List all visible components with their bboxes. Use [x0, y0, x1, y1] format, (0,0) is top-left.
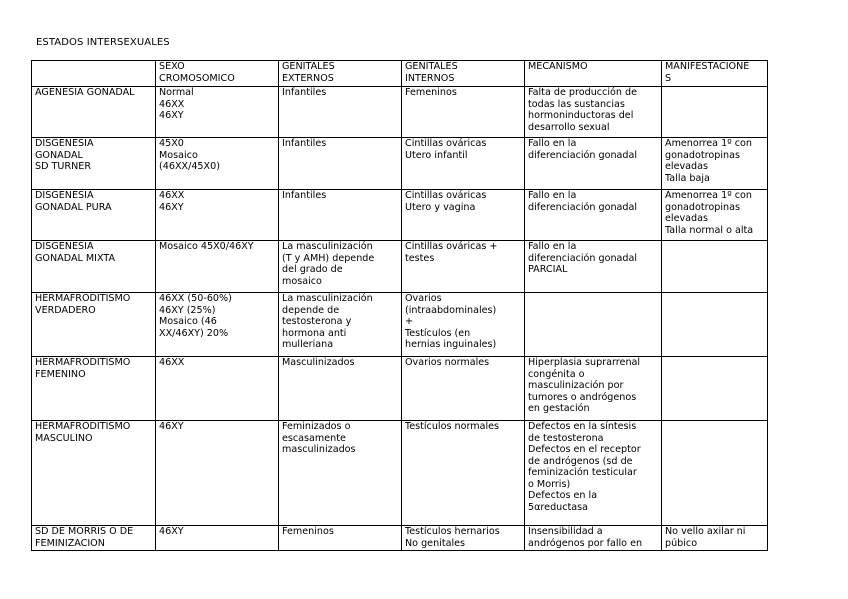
header-cell: MANIFESTACIONE S	[662, 61, 768, 87]
header-cell: MECANISMO	[525, 61, 662, 87]
table-cell: HERMAFRODITISMO MASCULINO	[32, 421, 156, 526]
header-cell: GENITALES INTERNOS	[402, 61, 525, 87]
table-row	[32, 87, 768, 138]
table-cell: 46XX 46XY	[156, 190, 279, 241]
table-cell: Feminizados o escasamente masculinizados	[279, 421, 402, 526]
table-row	[32, 190, 768, 241]
table-header-row	[32, 61, 768, 87]
table-cell: Fallo en la diferenciación gonadal	[525, 190, 662, 241]
table-cell: 46XY	[156, 526, 279, 551]
table-row	[32, 421, 768, 526]
table-cell: Infantiles	[279, 190, 402, 241]
table-cell: Femeninos	[402, 87, 525, 138]
table-cell: DISGENESIA GONADAL MIXTA	[32, 241, 156, 293]
table-cell: Defectos en la síntesis de testosterona Defectos en el receptor de andrógenos (sd de feminización testicular o Morris) Defectos en la 5αreductasa	[525, 421, 662, 526]
header-cell	[32, 61, 156, 87]
table-cell: Testículos normales	[402, 421, 525, 526]
table-cell: Infantiles	[279, 87, 402, 138]
table-cell: AGENESIA GONADAL	[32, 87, 156, 138]
table-cell: Amenorrea 1º con gonadotropinas elevadas Talla normal o alta	[662, 190, 768, 241]
table-cell: DISGENESIA GONADAL SD TURNER	[32, 138, 156, 190]
table-cell: Cintillas ováricas Utero infantil	[402, 138, 525, 190]
table-cell	[662, 357, 768, 421]
table-cell: Falta de producción de todas las sustancias hormoninductoras del desarrollo sexual	[525, 87, 662, 138]
table-row	[32, 241, 768, 293]
table-cell: Fallo en la diferenciación gonadal	[525, 138, 662, 190]
table-cell	[662, 241, 768, 293]
table-cell: 46XY	[156, 421, 279, 526]
table-cell: Ovarios normales	[402, 357, 525, 421]
table-cell: 46XX (50-60%) 46XY (25%) Mosaico (46 XX/46XY) 20%	[156, 293, 279, 357]
table-cell: Fallo en la diferenciación gonadal PARCIAL	[525, 241, 662, 293]
table-cell	[662, 87, 768, 138]
table-cell: Cintillas ováricas + testes	[402, 241, 525, 293]
intersex-states-table	[31, 60, 768, 551]
table-cell: No vello axilar ni púbico	[662, 526, 768, 551]
table-row	[32, 526, 768, 551]
table-row	[32, 293, 768, 357]
table-cell: DISGENESIA GONADAL PURA	[32, 190, 156, 241]
table-cell: SD DE MORRIS O DE FEMINIZACION	[32, 526, 156, 551]
table-cell: Mosaico 45X0/46XY	[156, 241, 279, 293]
table-cell: Ovarios (intraabdominales) + Testículos (en hernias inguinales)	[402, 293, 525, 357]
header-cell: SEXO CROMOSOMICO	[156, 61, 279, 87]
table-cell: Infantiles	[279, 138, 402, 190]
table-cell: Normal 46XX 46XY	[156, 87, 279, 138]
table-cell: La masculinización depende de testosterona y hormona anti mulleriana	[279, 293, 402, 357]
table-cell: Insensibilidad a andrógenos por fallo en	[525, 526, 662, 551]
table-cell	[662, 421, 768, 526]
table-cell: La masculinización (T y AMH) depende del grado de mosaico	[279, 241, 402, 293]
header-cell: GENITALES EXTERNOS	[279, 61, 402, 87]
table-cell	[662, 293, 768, 357]
table-cell: Cintillas ováricas Utero y vagina	[402, 190, 525, 241]
document-title: ESTADOS INTERSEXUALES	[36, 37, 170, 48]
table-row	[32, 357, 768, 421]
table-cell: HERMAFRODITISMO FEMENINO	[32, 357, 156, 421]
table-cell: 45X0 Mosaico (46XX/45X0)	[156, 138, 279, 190]
table-cell: Testículos hernarios No genitales	[402, 526, 525, 551]
table-cell: 46XX	[156, 357, 279, 421]
table-cell: HERMAFRODITISMO VERDADERO	[32, 293, 156, 357]
table-cell	[525, 293, 662, 357]
table-cell: Masculinizados	[279, 357, 402, 421]
table-row	[32, 138, 768, 190]
table-cell: Hiperplasia suprarrenal congénita o masculinización por tumores o andrógenos en gestación	[525, 357, 662, 421]
table-cell: Femeninos	[279, 526, 402, 551]
table-cell: Amenorrea 1º con gonadotropinas elevadas Talla baja	[662, 138, 768, 190]
